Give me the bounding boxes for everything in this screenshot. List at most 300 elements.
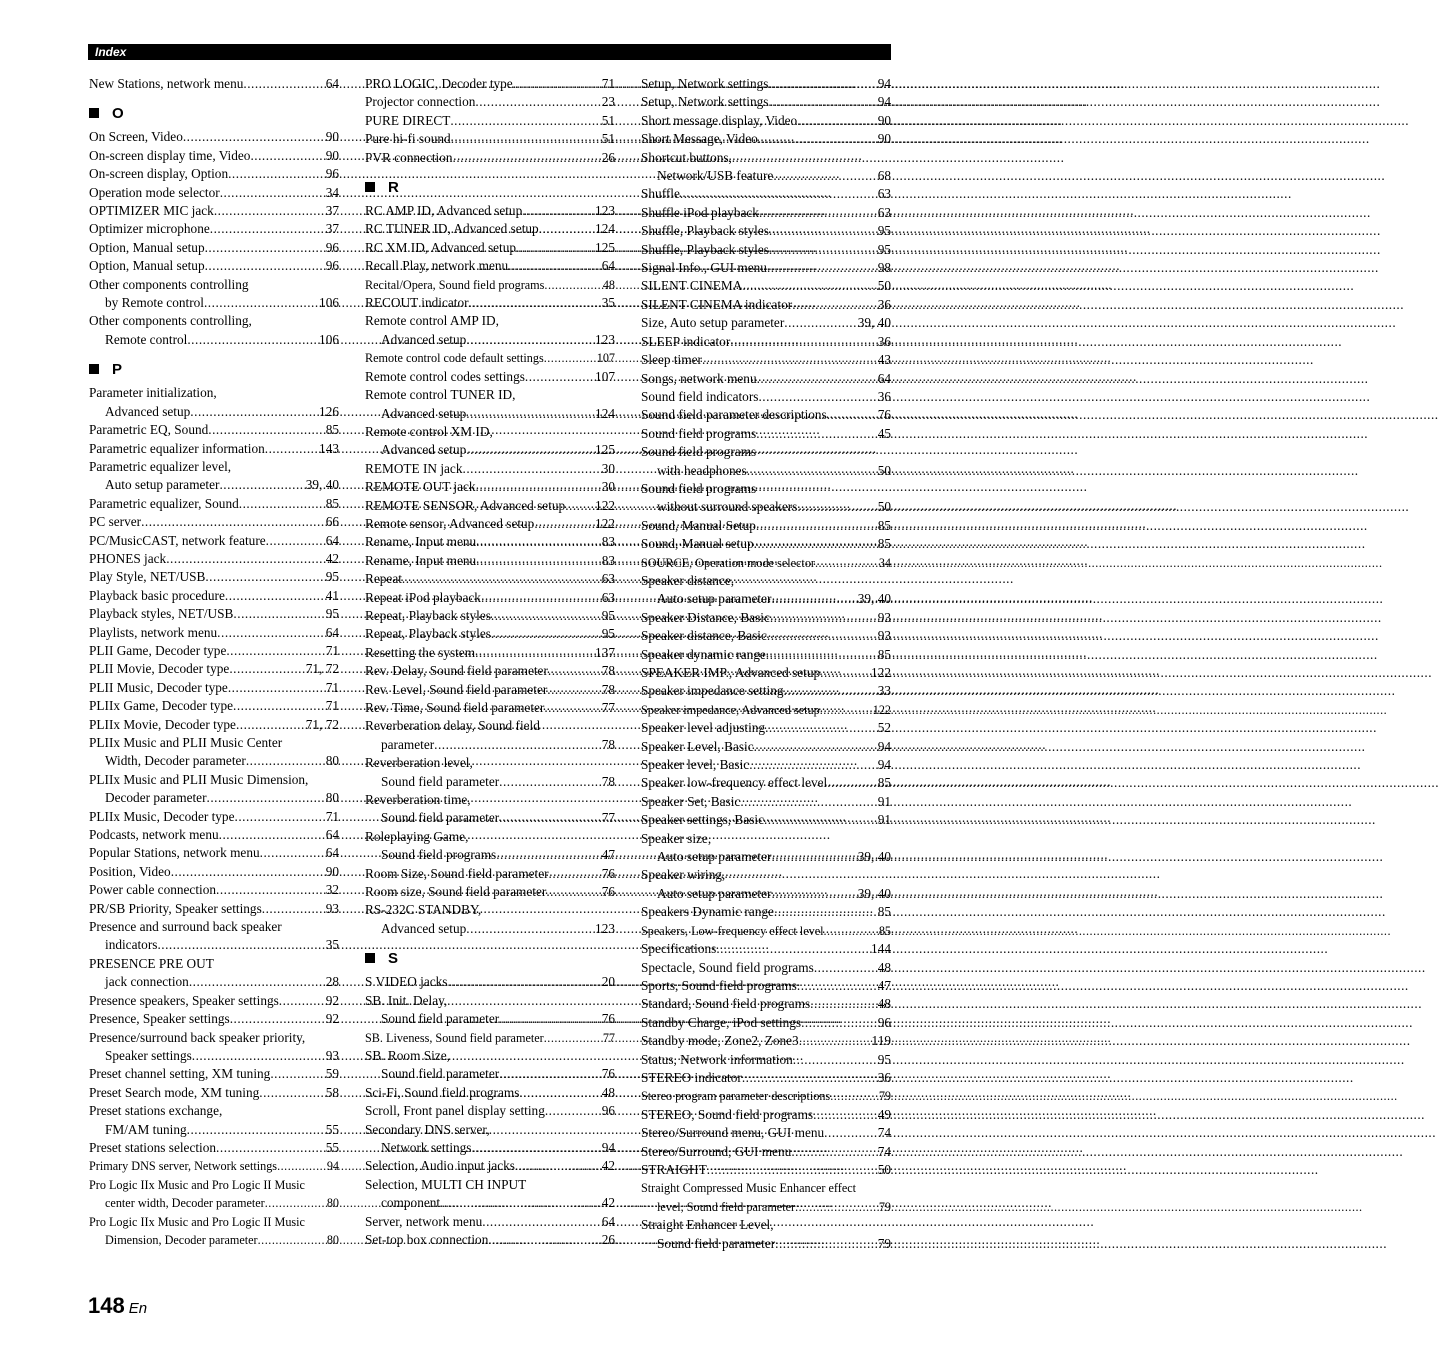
page-reference: 98	[877, 260, 891, 276]
entry-text: Reverberation delay, Sound field	[365, 718, 540, 734]
dot-leader	[547, 681, 601, 699]
index-entry-line	[89, 918, 339, 936]
entry-text: Parametric equalizer, Sound	[89, 495, 239, 511]
dot-leader	[481, 589, 602, 607]
index-entry-line	[641, 572, 891, 590]
entry-text: SB. Liveness, Sound field parameter	[365, 1030, 544, 1045]
entry-text: Decoder parameter	[105, 790, 207, 806]
dot-leader	[205, 239, 326, 257]
page-reference: 34	[878, 555, 891, 570]
entry-text: Straight Enhancer Level,	[641, 1217, 774, 1233]
index-entry-line	[641, 738, 891, 756]
index-entry	[641, 333, 891, 351]
dot-leader	[770, 609, 878, 627]
entry-text: PLIIx Music and PLII Music Center	[89, 735, 283, 750]
index-entry-line	[89, 973, 339, 991]
index-entry-line	[89, 808, 339, 826]
index-entry-line	[641, 498, 891, 516]
index-entry-line	[365, 239, 615, 257]
page-reference: 80	[325, 753, 339, 769]
page-reference: 35	[601, 295, 615, 311]
entry-text: Auto setup parameter	[657, 849, 772, 865]
dot-leader	[544, 699, 601, 717]
index-entry	[641, 1087, 891, 1105]
index-entry	[641, 977, 891, 995]
page-reference: 47	[877, 977, 891, 993]
index-entry-line	[89, 642, 339, 660]
dot-leader	[795, 1198, 879, 1216]
dot-leader	[774, 903, 878, 921]
index-entry-line	[641, 462, 891, 480]
index-entry	[89, 679, 339, 697]
dot-leader	[827, 406, 878, 424]
entry-text: Shortcut buttons,	[641, 149, 732, 165]
entry-text: Speaker low-frequency effect level	[641, 775, 828, 791]
dot-leader	[771, 848, 857, 866]
index-entry	[365, 1213, 615, 1231]
entry-text: PLIIx Music and PLII Music Dimension,	[89, 771, 309, 787]
page-reference: 20	[601, 974, 615, 990]
dot-leader	[499, 773, 602, 791]
index-entry-line	[89, 1157, 339, 1175]
dot-leader	[266, 532, 326, 550]
index-entry-line	[365, 497, 615, 515]
index-entry-line	[641, 1051, 891, 1069]
index-entry	[641, 425, 891, 443]
index-entry-line	[641, 425, 891, 443]
page-reference: 37	[325, 203, 339, 219]
index-entry-line	[89, 716, 339, 734]
entry-text: Sound field parameter	[381, 810, 500, 826]
index-entry-line	[365, 901, 615, 919]
index-entry	[89, 918, 339, 955]
page-reference: 41	[325, 587, 339, 603]
dot-leader	[217, 624, 326, 642]
dot-leader	[205, 568, 325, 586]
index-entry-line	[641, 1124, 891, 1142]
index-entry-line	[89, 294, 339, 312]
index-entry-line	[89, 1047, 339, 1065]
entry-text: Stereo/Surround menu, GUI menu	[641, 1125, 825, 1141]
index-column-3	[641, 75, 891, 1253]
index-entry	[89, 992, 339, 1010]
page-reference: 95	[877, 223, 891, 239]
page-reference: 55	[325, 1139, 339, 1155]
dot-leader	[742, 1069, 878, 1087]
index-entry	[365, 973, 615, 991]
page-reference: 93	[325, 900, 339, 916]
index-entry-line	[641, 130, 891, 148]
page-reference: 36	[877, 1069, 891, 1085]
index-entry	[365, 349, 615, 367]
entry-text: Parametric EQ, Sound	[89, 422, 209, 438]
index-entry	[641, 1124, 891, 1142]
dot-leader	[742, 277, 877, 295]
index-entry-line	[641, 480, 891, 498]
index-entry-line	[89, 660, 339, 678]
index-entry	[89, 220, 339, 238]
index-entry	[89, 147, 339, 165]
page-reference: 96	[325, 166, 339, 182]
entry-text: Short message display, Video	[641, 112, 798, 128]
page-reference: 76	[601, 865, 615, 881]
entry-text: Parametric equalizer information	[89, 440, 265, 456]
entry-text: Rename, Input menu	[365, 552, 477, 568]
index-entry	[641, 1179, 891, 1216]
dot-leader	[771, 590, 857, 608]
index-entry-line	[365, 533, 615, 551]
entry-text: Speakers, Low-frequency effect level	[641, 923, 824, 938]
index-entry-line	[365, 202, 615, 220]
index-entry-line	[89, 276, 339, 294]
index-entry	[641, 793, 891, 811]
entry-text: Room size, Sound field parameter	[365, 884, 547, 900]
index-entry-line	[641, 112, 891, 130]
entry-text: Playlists, network menu	[89, 624, 218, 640]
page-reference: 64	[325, 827, 339, 843]
index-entry-line	[365, 1010, 615, 1028]
index-entry	[89, 660, 339, 678]
index-entry-line	[641, 1014, 891, 1032]
page-reference: 48	[877, 996, 891, 1012]
dot-leader	[766, 646, 878, 664]
index-entry-line	[89, 403, 339, 421]
index-entry-line	[641, 241, 891, 259]
entry-text: Podcasts, network menu	[89, 827, 219, 843]
dot-leader	[539, 220, 595, 238]
dot-leader	[765, 719, 878, 737]
index-entry-line	[89, 476, 339, 494]
index-entry-line	[641, 922, 891, 940]
entry-text: Dimension, Decoder parameter	[105, 1232, 258, 1247]
index-entry-line	[89, 826, 339, 844]
dot-leader	[522, 202, 595, 220]
entry-text: Speaker impedance setting	[641, 683, 784, 699]
index-entry-line	[365, 607, 615, 625]
index-entry	[641, 314, 891, 332]
page-reference: 58	[325, 1084, 339, 1100]
index-entry	[89, 863, 339, 881]
entry-text: Speaker settings, Basic	[641, 812, 764, 828]
index-entry	[89, 605, 339, 623]
dot-leader	[797, 112, 878, 130]
entry-text: RECOUT indicator	[365, 295, 469, 311]
dot-leader	[769, 241, 878, 259]
index-entry-line	[365, 405, 615, 423]
entry-text: Straight Compressed Music Enhancer effect	[641, 1181, 857, 1196]
dot-leader	[801, 1014, 878, 1032]
entry-text: Sound field programs	[641, 480, 757, 496]
page-reference: 64	[325, 845, 339, 861]
dot-leader	[265, 440, 319, 458]
index-entry-line	[89, 1102, 339, 1120]
page-reference: 63	[877, 204, 891, 220]
section-square-icon	[89, 364, 99, 374]
index-entry	[89, 716, 339, 734]
dot-leader	[233, 697, 326, 715]
page-reference: 64	[877, 370, 891, 386]
index-entry-line	[89, 257, 339, 275]
index-entry-line	[365, 93, 615, 111]
entry-text: Popular Stations, network menu	[89, 845, 260, 861]
index-entry-line	[641, 664, 891, 682]
entry-text: Preset Search mode, XM tuning	[89, 1084, 260, 1100]
dot-leader	[759, 204, 878, 222]
entry-text: Rename, Input menu	[365, 534, 477, 550]
page-reference: 51	[601, 131, 615, 147]
entry-text: Shuffle iPod playback	[641, 204, 759, 220]
index-entry	[641, 259, 891, 277]
index-entry-line	[89, 734, 339, 752]
dot-leader	[544, 1029, 603, 1047]
dot-leader	[262, 900, 326, 918]
page-language: En	[128, 1300, 148, 1317]
page-reference: 77	[602, 1030, 615, 1045]
index-entry-line	[641, 333, 891, 351]
dot-leader	[519, 1084, 601, 1102]
entry-text: Primary DNS server, Network settings	[89, 1159, 278, 1174]
index-entry-line	[89, 1231, 339, 1249]
index-entry	[365, 607, 615, 625]
dot-leader	[768, 75, 877, 93]
index-entry	[365, 1047, 615, 1084]
dot-leader	[784, 314, 857, 332]
page-reference: 39, 40	[857, 849, 891, 865]
dot-leader	[680, 185, 878, 203]
entry-text: Advanced setup	[381, 405, 467, 421]
entry-text: New Stations, network menu	[89, 76, 244, 91]
dot-leader	[730, 333, 877, 351]
page-reference: 96	[325, 239, 339, 255]
page-reference: 107	[595, 368, 615, 384]
index-entry	[89, 568, 339, 586]
page-reference: 42	[601, 1195, 615, 1211]
dot-leader	[496, 846, 601, 864]
index-entry-line	[641, 277, 891, 295]
index-entry	[89, 184, 339, 202]
index-entry	[89, 421, 339, 439]
entry-text: Reverberation time,	[365, 792, 471, 808]
entry-text: center width, Decoder parameter	[105, 1196, 265, 1211]
dot-leader	[466, 920, 595, 938]
index-entry	[365, 220, 615, 238]
index-entry	[89, 239, 339, 257]
entry-text: RC XM ID, Advanced setup	[365, 239, 517, 255]
entry-text: PLII Movie, Decoder type	[89, 661, 230, 677]
entry-text: STRAIGHT	[641, 1161, 707, 1177]
dot-leader	[239, 495, 326, 513]
dot-leader	[565, 497, 595, 515]
dot-leader	[784, 682, 878, 700]
index-entry	[641, 774, 891, 792]
index-entry-line	[641, 793, 891, 811]
entry-text: Speaker level adjusting	[641, 720, 766, 736]
page-reference: 26	[601, 149, 615, 165]
index-entry	[365, 533, 615, 551]
page-reference: 77	[601, 810, 615, 826]
page-reference: 52	[877, 720, 891, 736]
dot-leader	[476, 478, 602, 496]
page-reference: 95	[877, 1051, 891, 1067]
index-entry-line	[89, 1213, 339, 1231]
index-entry-line	[89, 1176, 339, 1194]
index-entry	[641, 443, 891, 480]
page-reference: 76	[601, 1066, 615, 1082]
index-entry-line	[641, 830, 891, 848]
index-entry-line	[641, 995, 891, 1013]
page-reference: 74	[877, 1143, 891, 1159]
page-reference: 76	[877, 407, 891, 423]
index-entry-line	[365, 736, 615, 754]
entry-text: Scroll, Front panel display setting	[365, 1103, 545, 1119]
dot-leader	[225, 587, 326, 605]
index-entry	[641, 664, 891, 682]
index-entry-line	[641, 351, 891, 369]
entry-text: Auto setup parameter	[105, 477, 220, 493]
entry-text: STEREO indicator	[641, 1069, 742, 1085]
dot-leader	[525, 368, 595, 386]
entry-text: Network settings	[381, 1139, 472, 1155]
entry-text: Standard, Sound field programs	[641, 996, 811, 1012]
dot-leader	[758, 130, 878, 148]
dot-leader	[189, 973, 326, 991]
index-entry-line	[89, 1139, 339, 1157]
entry-text: PRO LOGIC, Decoder type	[365, 76, 513, 91]
index-entry-line	[365, 423, 615, 441]
index-entry	[89, 1176, 339, 1213]
page-reference: 93	[877, 628, 891, 644]
page-reference: 93	[325, 1047, 339, 1063]
page-reference: 36	[877, 296, 891, 312]
dot-leader	[549, 865, 602, 883]
index-entry-line	[365, 478, 615, 496]
index-entry-line	[365, 992, 615, 1010]
index-entry	[365, 276, 615, 294]
index-entry-line	[641, 1143, 891, 1161]
page-reference: 95	[877, 241, 891, 257]
entry-text: Remote control codes settings	[365, 368, 525, 384]
dot-leader	[769, 222, 878, 240]
index-entry	[89, 458, 339, 495]
entry-text: Secondary DNS server,	[365, 1121, 490, 1137]
index-entry	[641, 517, 891, 535]
page-reference: 50	[877, 499, 891, 515]
index-entry	[365, 754, 615, 791]
entry-text: On Screen, Video	[89, 129, 183, 145]
dot-leader	[756, 425, 877, 443]
index-entry-line	[641, 75, 891, 93]
entry-text: Repeat iPod playback	[365, 589, 481, 605]
index-entry-line	[641, 719, 891, 737]
dot-leader	[820, 701, 873, 719]
section-heading	[365, 179, 615, 197]
entry-text: Speakers Dynamic range	[641, 904, 774, 920]
entry-text: Repeat	[365, 571, 402, 587]
index-entry-line	[365, 883, 615, 901]
dot-leader	[482, 1213, 601, 1231]
index-entry	[365, 497, 615, 515]
index-entry-line	[641, 590, 891, 608]
index-entry	[641, 1069, 891, 1087]
dot-leader	[451, 130, 602, 148]
entry-text: Other components controlling	[89, 276, 249, 292]
index-header-label: Index	[95, 45, 127, 59]
index-entry-line	[641, 1216, 891, 1234]
page-reference: 66	[325, 514, 339, 530]
page-reference: 122	[871, 665, 891, 680]
index-entry-line	[641, 1198, 891, 1216]
entry-text: Auto setup parameter	[657, 591, 772, 607]
index-entry-line	[89, 568, 339, 586]
index-entry-line	[365, 828, 615, 846]
page-reference: 94	[877, 76, 891, 91]
dot-leader	[402, 570, 602, 588]
dot-leader	[469, 294, 602, 312]
index-entry-line	[365, 294, 615, 312]
page-reference: 71, 72	[305, 716, 339, 732]
entry-text: Sound field parameter	[381, 1066, 500, 1082]
index-entry-line	[365, 257, 615, 275]
dot-leader	[545, 1102, 602, 1120]
index-entry	[641, 130, 891, 148]
page-reference: 43	[877, 352, 891, 368]
index-entry	[365, 294, 615, 312]
entry-text: Shuffle	[641, 186, 680, 202]
index-entry-line	[365, 1157, 615, 1175]
entry-text: Songs, network menu	[641, 370, 757, 386]
entry-text: Auto setup parameter	[657, 885, 772, 901]
entry-text: Status, Network information	[641, 1051, 793, 1067]
index-header-bar	[88, 44, 891, 60]
dot-leader	[243, 75, 325, 93]
dot-leader	[544, 349, 597, 367]
dot-leader	[279, 992, 326, 1010]
index-entry	[365, 112, 615, 130]
entry-text: PLII Game, Decoder type	[89, 642, 227, 658]
index-entry-line	[365, 368, 615, 386]
entry-text: PURE DIRECT	[365, 112, 451, 128]
entry-text: REMOTE SENSOR, Advanced setup	[365, 497, 566, 513]
dot-leader	[508, 257, 602, 275]
entry-text: Set-top box connection	[365, 1231, 489, 1247]
dot-leader	[466, 441, 595, 459]
entry-text: Preset channel setting, XM tuning	[89, 1066, 271, 1082]
dot-leader	[815, 554, 879, 572]
section-letter: R	[388, 179, 399, 197]
index-entry-line	[641, 811, 891, 829]
page-reference: 85	[877, 646, 891, 662]
section-square-icon	[89, 108, 99, 118]
page-reference: 85	[325, 422, 339, 438]
index-entry	[641, 1014, 891, 1032]
page-reference: 71	[601, 76, 615, 91]
page-reference: 76	[601, 884, 615, 900]
entry-text: PLIIx Music, Decoder type	[89, 808, 235, 824]
index-entry-line	[365, 681, 615, 699]
dot-leader	[797, 498, 877, 516]
index-entry	[641, 75, 891, 93]
page-reference: 50	[877, 278, 891, 294]
entry-text: Speaker Level, Basic	[641, 738, 754, 754]
index-entry	[365, 202, 615, 220]
dot-leader	[204, 294, 319, 312]
entry-text: Presence, Speaker settings	[89, 1011, 230, 1027]
index-entry-line	[641, 1032, 891, 1050]
index-entry	[365, 93, 615, 111]
entry-text: Recital/Opera, Sound field programs	[365, 277, 545, 292]
index-entry-line	[641, 204, 891, 222]
page-reference: 76	[601, 1011, 615, 1027]
